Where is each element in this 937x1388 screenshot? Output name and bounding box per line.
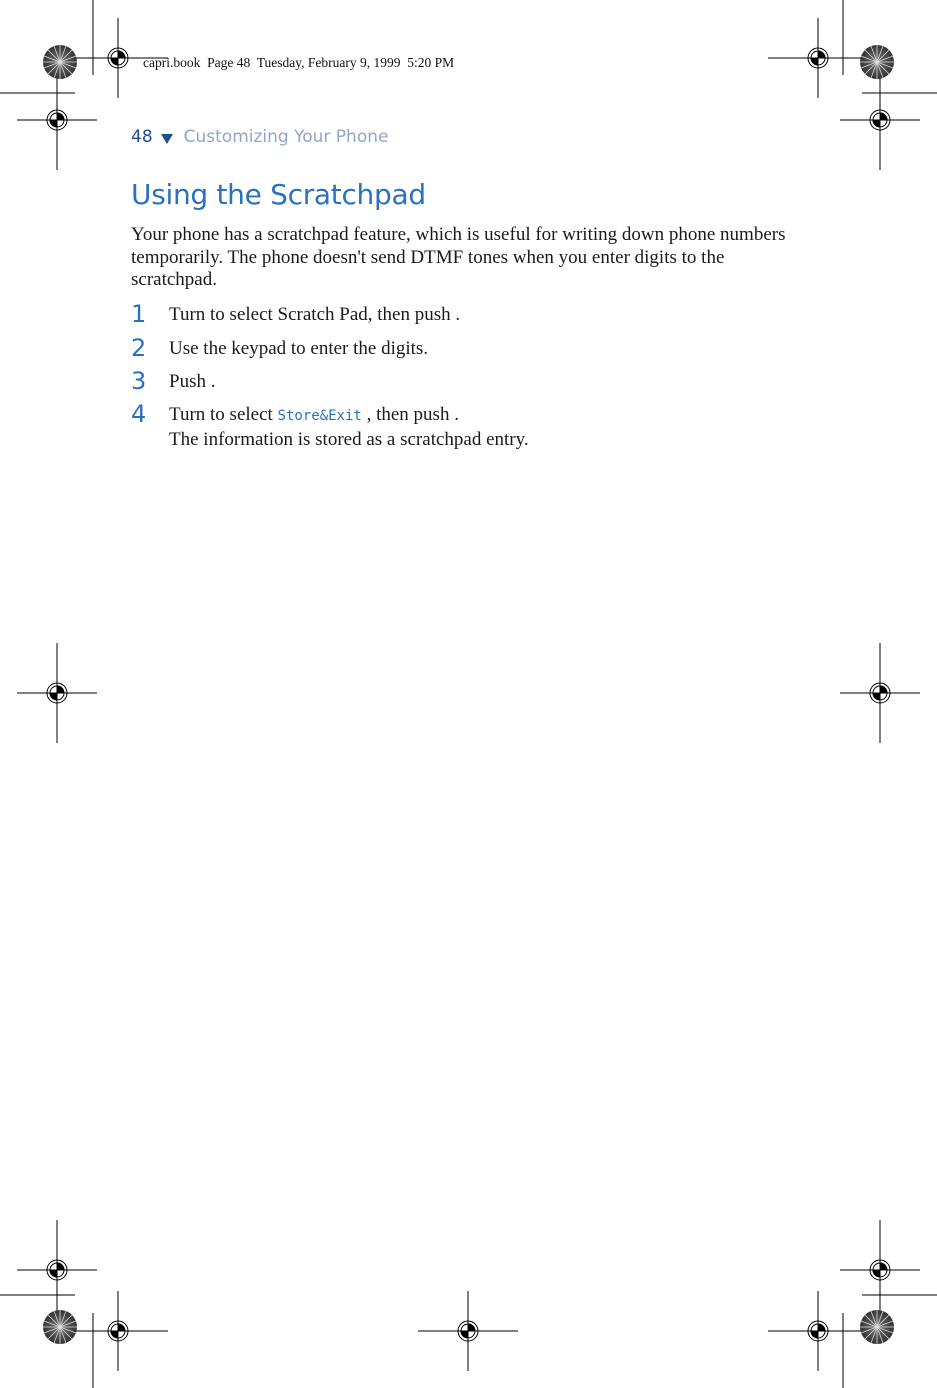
running-head bbox=[131, 126, 388, 148]
step-result: The information is stored as a scratchpad entry. bbox=[169, 429, 529, 450]
step-text-after: , then push . bbox=[361, 404, 459, 425]
page-number: 48 bbox=[131, 127, 153, 147]
triangle-down-icon bbox=[161, 134, 173, 144]
print-slug: capri.book Page 48 Tuesday, February 9, 1999 5:20 PM bbox=[143, 55, 455, 70]
display-text-store-exit: Store&Exit bbox=[277, 408, 362, 424]
step-4 bbox=[131, 400, 831, 452]
step-text bbox=[169, 400, 529, 452]
step-text-before: Turn to select bbox=[169, 404, 278, 425]
intro-paragraph: Your phone has a scratchpad feature, which is useful for writing down phone numbers temporarily. The phone doesn't send DTMF tones when you enter digits to the scratchpad. bbox=[131, 224, 786, 290]
step-text: Turn to select Scratch Pad, then push . bbox=[169, 304, 461, 325]
step-number: 1 bbox=[131, 300, 147, 328]
step-1 bbox=[131, 300, 831, 328]
step-number: 3 bbox=[131, 367, 147, 395]
step-2 bbox=[131, 334, 831, 362]
section-heading: Using the Scratchpad bbox=[131, 178, 426, 211]
step-text: Push . bbox=[169, 371, 216, 392]
step-text: Use the keypad to enter the digits. bbox=[169, 338, 429, 359]
step-3 bbox=[131, 367, 831, 395]
step-number: 2 bbox=[131, 334, 147, 362]
step-number: 4 bbox=[131, 400, 147, 428]
chapter-title: Customizing Your Phone bbox=[183, 127, 389, 147]
